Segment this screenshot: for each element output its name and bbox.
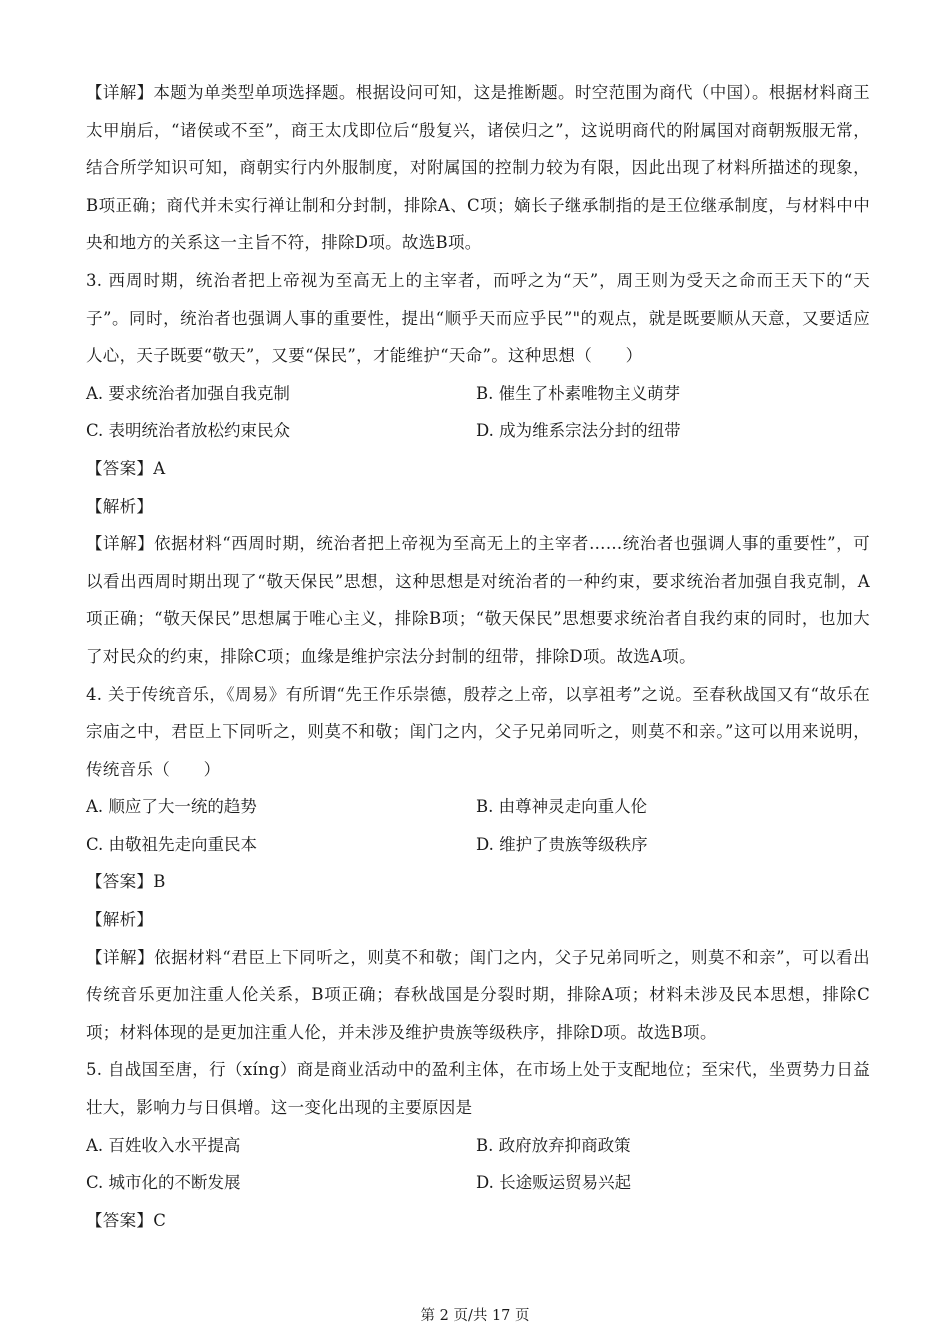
q4-analysis-label: 【解析】 xyxy=(86,910,154,930)
q4-option-a: A. 顺应了大一统的趋势 xyxy=(86,797,257,817)
q3-stem: 3. 西周时期，统治者把上帝视为至高无上的主宰者，而呼之为“天”，周王则为受天之命而王天下的“天子”。同时，统治者也强调人事的重要性，提出“顺乎天而应乎民”"的观点，就是既要顺从天意，又要适应人心，天子既要“敬天”，又要“保民”，才能维护“天命”。这种思想（ ） xyxy=(86,270,870,366)
q5-option-c: C. 城市化的不断发展 xyxy=(86,1173,241,1193)
q3-answer: 【答案】A xyxy=(86,458,166,478)
q5-option-b: B. 政府放弃抑商政策 xyxy=(476,1135,631,1155)
q4-options-row-2 xyxy=(86,826,870,864)
q3-options-row-1 xyxy=(86,375,870,413)
q3-option-a: A. 要求统治者加强自我克制 xyxy=(86,383,290,403)
q3-options-row-2 xyxy=(86,412,870,450)
q4-answer: 【答案】B xyxy=(86,872,166,892)
q3-detail: 【详解】依据材料“西周时期，统治者把上帝视为至高无上的主宰者……统治者也强调人事的重要性”，可以看出西周时期出现了“敬天保民”思想，这种思想是对统治者的一种约束，要求统治者加强自我克制，A项正确；“敬天保民”思想属于唯心主义，排除B项；“敬天保民”思想要求统治者自我约束的同时，也加大了对民众的约束，排除C项；血缘是维护宗法分封制的纽带，排除D项。故选A项。 xyxy=(86,534,870,666)
q5-answer: 【答案】C xyxy=(86,1210,167,1230)
q4-option-d: D. 维护了贵族等级秩序 xyxy=(476,834,648,854)
q3-option-d: D. 成为维系宗法分封的纽带 xyxy=(476,421,681,441)
q5-option-a: A. 百姓收入水平提高 xyxy=(86,1135,241,1155)
q3-option-b: B. 催生了朴素唯物主义萌芽 xyxy=(476,383,681,403)
q3-option-c: C. 表明统治者放松约束民众 xyxy=(86,421,291,441)
q5-stem: 5. 自战国至唐，行（xíng）商是商业活动中的盈利主体，在市场上处于支配地位；至宋代，坐贾势力日益壮大，影响力与日俱增。这一变化出现的主要原因是 xyxy=(86,1060,870,1118)
q4-detail: 【详解】依据材料“君臣上下同听之，则莫不和敬；闺门之内，父子兄弟同听之，则莫不和亲”，可以看出传统音乐更加注重人伦关系，B项正确；春秋战国是分裂时期，排除A项；材料未涉及民本思想，排除C项；材料体现的是更加注重人伦，并未涉及维护贵族等级秩序，排除D项。故选B项。 xyxy=(86,947,870,1042)
q5-option-d: D. 长途贩运贸易兴起 xyxy=(476,1173,632,1193)
q2-detail: 【详解】本题为单类型单项选择题。根据设问可知，这是推断题。时空范围为商代（中国）。根据材料商王太甲崩后，“诸侯或不至”，商王太戊即位后“殷复兴，诸侯归之”，这说明商代的附属国对商朝叛服无常，结合所学知识可知，商朝实行内外服制度，对附属国的控制力较为有限，因此出现了材料所描述的现象，B项正确；商代并未实行禅让制和分封制，排除A、C项；嫡长子继承制指的是王位继承制度，与材料中中央和地方的关系这一主旨不符，排除D项。故选B项。 xyxy=(86,83,870,253)
q4-option-c: C. 由敬祖先走向重民本 xyxy=(86,834,258,854)
document-page xyxy=(86,74,870,1239)
q5-options-row-1 xyxy=(86,1127,870,1165)
q5-options-row-2 xyxy=(86,1164,870,1202)
q4-options-row-1 xyxy=(86,788,870,826)
q4-option-b: B. 由尊神灵走向重人伦 xyxy=(476,797,648,817)
q4-stem: 4. 关于传统音乐，《周易》有所谓“先王作乐崇德，殷荐之上帝，以享祖考”之说。至春秋战国又有“故乐在宗庙之中，君臣上下同听之，则莫不和敬；闺门之内，父子兄弟同听之，则莫不和亲。”这可以用来说明，传统音乐（ ） xyxy=(86,684,870,779)
page-number-footer: 第 2 页/共 17 页 xyxy=(420,1308,530,1324)
q3-analysis-label: 【解析】 xyxy=(86,496,154,516)
